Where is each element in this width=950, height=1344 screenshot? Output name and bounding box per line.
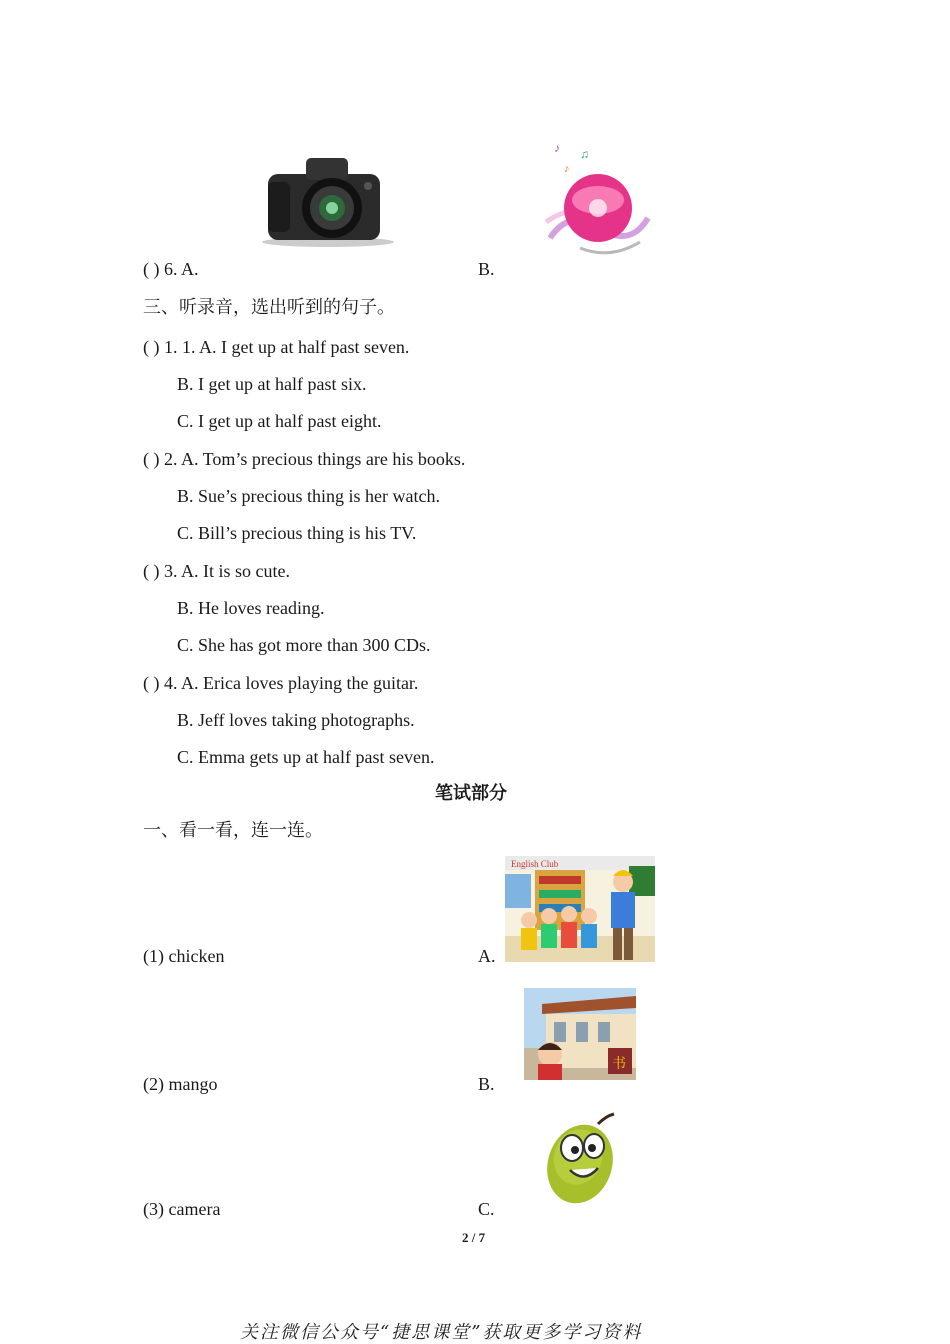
- q1-option-a: ( ) 1. 1. A. I get up at half past seven.: [143, 337, 410, 357]
- pair-2-letter: B.: [478, 1074, 495, 1094]
- q2-option-c: C. Bill’s precious thing is his TV.: [177, 523, 417, 543]
- q2-option-b: B. Sue’s precious thing is her watch.: [177, 486, 440, 506]
- q1-option-b: B. I get up at half past six.: [177, 374, 367, 394]
- school-building-image: [524, 988, 636, 1080]
- classroom-scene-image: [505, 856, 655, 962]
- q3-option-c: C. She has got more than 300 CDs.: [177, 635, 431, 655]
- pair-1-letter: A.: [478, 946, 496, 966]
- q6-prefix: ( ) 6. A.: [143, 259, 199, 279]
- mango-character-image: [540, 1110, 622, 1208]
- q4-option-c: C. Emma gets up at half past seven.: [177, 747, 435, 767]
- svg-text:♪: ♪: [564, 163, 570, 175]
- section3-title: 三、听录音，选出听到的句子。: [143, 297, 395, 318]
- pair-3-letter: C.: [478, 1199, 495, 1219]
- svg-text:♪: ♪: [554, 141, 560, 155]
- q4-option-a: ( ) 4. A. Erica loves playing the guitar.: [143, 673, 419, 693]
- q2-option-a: ( ) 2. A. Tom’s precious things are his books.: [143, 449, 466, 469]
- camera-image: [258, 152, 398, 248]
- pair-2-word: (2) mango: [143, 1074, 218, 1094]
- pair-1-word: (1) chicken: [143, 946, 225, 966]
- q3-option-a: ( ) 3. A. It is so cute.: [143, 561, 290, 581]
- q6-option-b: B.: [478, 259, 495, 279]
- q1-option-c: C. I get up at half past eight.: [177, 411, 382, 431]
- footer-note: 关注微信公众号“捷思课堂”获取更多学习资料: [240, 1322, 643, 1343]
- section1-title: 一、看一看，连一连。: [143, 820, 323, 841]
- written-heading: 笔试部分: [435, 783, 507, 804]
- svg-text:English Club: English Club: [511, 859, 559, 869]
- music-player-image: [540, 138, 655, 263]
- svg-text:♫: ♫: [580, 147, 589, 161]
- svg-text:书: 书: [612, 1057, 626, 1072]
- q3-option-b: B. He loves reading.: [177, 598, 325, 618]
- page-number: 2 / 7: [462, 1230, 486, 1245]
- pair-3-word: (3) camera: [143, 1199, 221, 1219]
- q4-option-b: B. Jeff loves taking photographs.: [177, 710, 415, 730]
